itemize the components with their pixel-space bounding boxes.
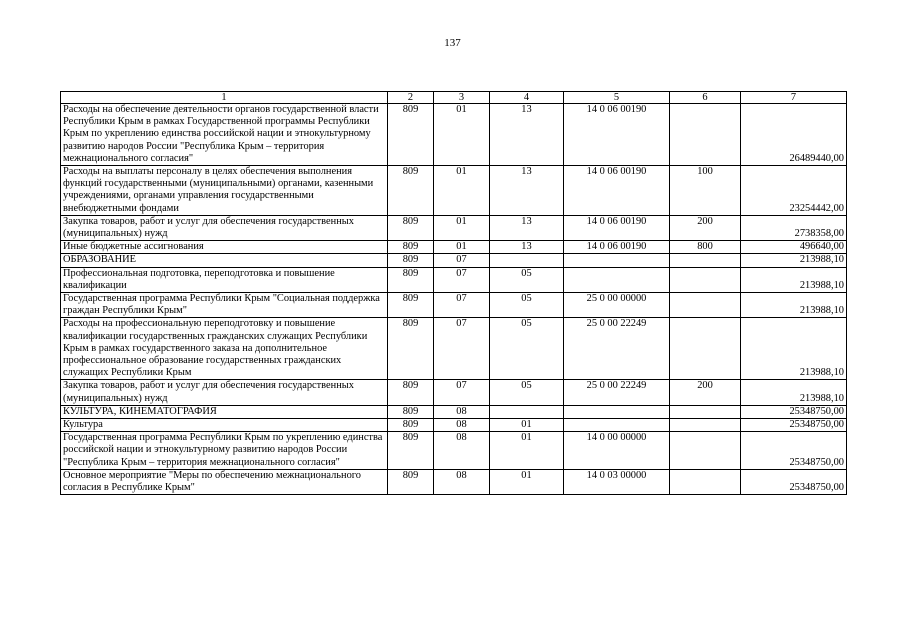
- subsection-code: 05: [490, 267, 564, 292]
- column-header: 7: [741, 92, 847, 104]
- table-row: [61, 215, 847, 240]
- column-header: 5: [564, 92, 670, 104]
- expense-type-code: 100: [670, 166, 741, 216]
- table-row: [61, 469, 847, 494]
- table-row: [61, 241, 847, 254]
- subsection-code: 13: [490, 241, 564, 254]
- ministry-code: 809: [388, 469, 434, 494]
- amount-value: 496640,00: [741, 241, 847, 254]
- table-row: [61, 267, 847, 292]
- expense-type-code: [670, 469, 741, 494]
- amount-value: 25348750,00: [741, 469, 847, 494]
- table-row: [61, 380, 847, 405]
- row-description: Расходы на выплаты персоналу в целях обеспечения выполнения функций государственными (муниципальными) органами, казенными учреждениями, органами управления государственными внебюджетными фондами: [61, 166, 388, 216]
- ministry-code: 809: [388, 215, 434, 240]
- section-code: 08: [434, 469, 490, 494]
- expense-type-code: 800: [670, 241, 741, 254]
- expense-type-code: [670, 419, 741, 432]
- ministry-code: 809: [388, 419, 434, 432]
- expense-type-code: [670, 432, 741, 470]
- row-description: Расходы на профессиональную переподготовку и повышение квалификации государственных гражданских служащих Республики Крым в рамках государственного заказа на дополнительное профессиональное образование государственных гражданских служащих Республики Крым: [61, 318, 388, 380]
- subsection-code: 13: [490, 166, 564, 216]
- expense-type-code: 200: [670, 215, 741, 240]
- subsection-code: 01: [490, 469, 564, 494]
- amount-value: 25348750,00: [741, 405, 847, 418]
- table-row: [61, 104, 847, 166]
- subsection-code: 05: [490, 318, 564, 380]
- amount-value: 25348750,00: [741, 432, 847, 470]
- ministry-code: 809: [388, 293, 434, 318]
- table-header-row: [61, 92, 847, 104]
- target-article-code: 14 0 06 00190: [564, 241, 670, 254]
- subsection-code: 01: [490, 419, 564, 432]
- ministry-code: 809: [388, 405, 434, 418]
- target-article-code: [564, 419, 670, 432]
- section-code: 08: [434, 405, 490, 418]
- budget-table: [60, 91, 847, 495]
- table-row: [61, 432, 847, 470]
- amount-value: 25348750,00: [741, 419, 847, 432]
- ministry-code: 809: [388, 380, 434, 405]
- row-description: Основное мероприятие "Меры по обеспечению межнационального согласия в Республике Крым": [61, 469, 388, 494]
- ministry-code: 809: [388, 318, 434, 380]
- ministry-code: 809: [388, 254, 434, 267]
- expense-type-code: [670, 318, 741, 380]
- expense-type-code: [670, 254, 741, 267]
- target-article-code: [564, 405, 670, 418]
- subsection-code: 13: [490, 104, 564, 166]
- subsection-code: 05: [490, 380, 564, 405]
- amount-value: 213988,10: [741, 267, 847, 292]
- section-code: 08: [434, 419, 490, 432]
- target-article-code: 14 0 00 00000: [564, 432, 670, 470]
- section-code: 07: [434, 318, 490, 380]
- table-row: [61, 293, 847, 318]
- subsection-code: 13: [490, 215, 564, 240]
- ministry-code: 809: [388, 241, 434, 254]
- section-code: 01: [434, 241, 490, 254]
- subsection-code: 01: [490, 432, 564, 470]
- target-article-code: 14 0 06 00190: [564, 215, 670, 240]
- row-description: Государственная программа Республики Крым по укреплению единства российской нации и этнокультурному развитию народов России "Республика Крым – территория межнационального согласия": [61, 432, 388, 470]
- row-description: ОБРАЗОВАНИЕ: [61, 254, 388, 267]
- column-header: 3: [434, 92, 490, 104]
- target-article-code: 14 0 03 00000: [564, 469, 670, 494]
- section-code: 07: [434, 267, 490, 292]
- expense-type-code: [670, 267, 741, 292]
- column-header: 1: [61, 92, 388, 104]
- target-article-code: [564, 267, 670, 292]
- target-article-code: 25 0 00 00000: [564, 293, 670, 318]
- subsection-code: [490, 405, 564, 418]
- ministry-code: 809: [388, 267, 434, 292]
- section-code: 07: [434, 380, 490, 405]
- row-description: Государственная программа Республики Крым "Социальная поддержка граждан Республики Крым": [61, 293, 388, 318]
- target-article-code: 14 0 06 00190: [564, 104, 670, 166]
- target-article-code: 25 0 00 22249: [564, 380, 670, 405]
- amount-value: 26489440,00: [741, 104, 847, 166]
- row-description: Расходы на обеспечение деятельности органов государственной власти Республики Крым в рамках Государственной программы Республики Крым по укреплению единства российской нации и этнокультурному развитию народов России "Республика Крым – территория межнационального согласия": [61, 104, 388, 166]
- table-row: [61, 419, 847, 432]
- table-row: [61, 254, 847, 267]
- row-description: КУЛЬТУРА, КИНЕМАТОГРАФИЯ: [61, 405, 388, 418]
- amount-value: 213988,10: [741, 293, 847, 318]
- amount-value: 213988,10: [741, 318, 847, 380]
- subsection-code: [490, 254, 564, 267]
- amount-value: 213988,10: [741, 380, 847, 405]
- row-description: Закупка товаров, работ и услуг для обеспечения государственных (муниципальных) нужд: [61, 215, 388, 240]
- table-row: [61, 166, 847, 216]
- page-number: 137: [444, 37, 461, 49]
- amount-value: 23254442,00: [741, 166, 847, 216]
- row-description: Иные бюджетные ассигнования: [61, 241, 388, 254]
- section-code: 07: [434, 293, 490, 318]
- column-header: 6: [670, 92, 741, 104]
- ministry-code: 809: [388, 166, 434, 216]
- column-header: 2: [388, 92, 434, 104]
- expense-type-code: 200: [670, 380, 741, 405]
- column-header: 4: [490, 92, 564, 104]
- section-code: 01: [434, 104, 490, 166]
- row-description: Закупка товаров, работ и услуг для обеспечения государственных (муниципальных) нужд: [61, 380, 388, 405]
- ministry-code: 809: [388, 432, 434, 470]
- amount-value: 213988,10: [741, 254, 847, 267]
- table-row: [61, 318, 847, 380]
- section-code: 01: [434, 166, 490, 216]
- expense-type-code: [670, 293, 741, 318]
- target-article-code: [564, 254, 670, 267]
- table-row: [61, 405, 847, 418]
- section-code: 08: [434, 432, 490, 470]
- expense-type-code: [670, 104, 741, 166]
- ministry-code: 809: [388, 104, 434, 166]
- subsection-code: 05: [490, 293, 564, 318]
- row-description: Культура: [61, 419, 388, 432]
- section-code: 07: [434, 254, 490, 267]
- amount-value: 2738358,00: [741, 215, 847, 240]
- row-description: Профессиональная подготовка, переподготовка и повышение квалификации: [61, 267, 388, 292]
- target-article-code: 25 0 00 22249: [564, 318, 670, 380]
- expense-type-code: [670, 405, 741, 418]
- section-code: 01: [434, 215, 490, 240]
- target-article-code: 14 0 06 00190: [564, 166, 670, 216]
